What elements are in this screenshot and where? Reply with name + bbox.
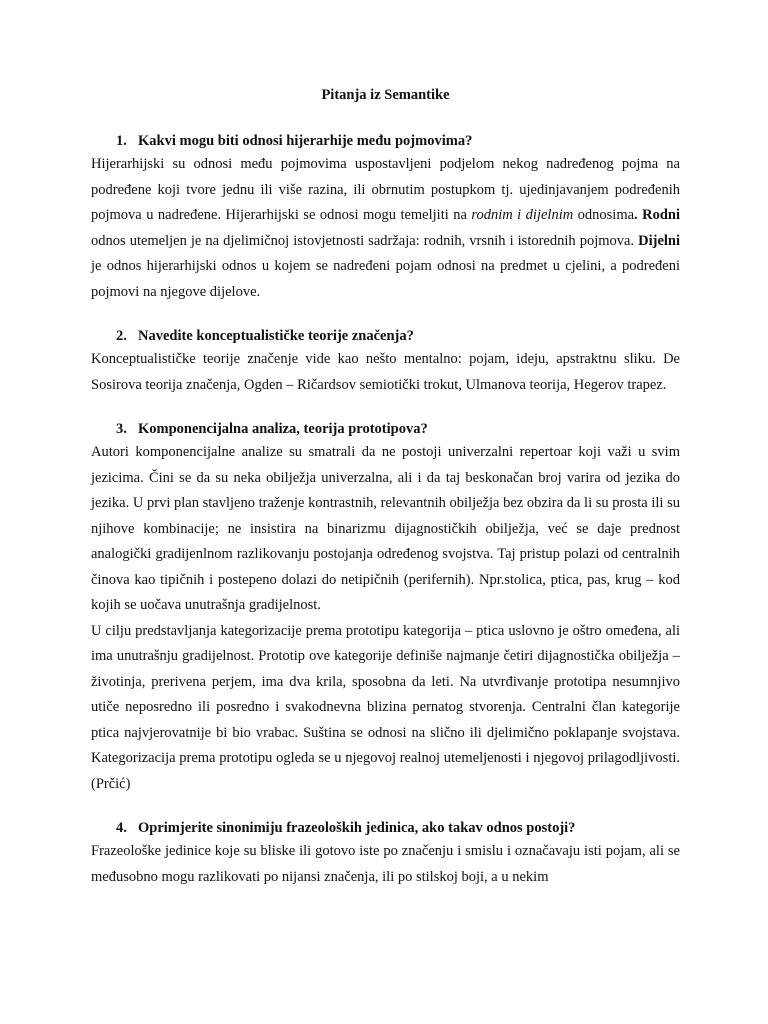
- answer-text: je odnos hijerarhijski odnos u kojem se nadređeni pojam odnosi na predmet u cjelini, a podređeni pojmovi na njegove dijelove.: [91, 258, 680, 300]
- section-gap: [91, 398, 680, 418]
- question-text: Navedite konceptualističke teorije značenja?: [138, 328, 414, 344]
- answer-bold-text: .: [634, 207, 643, 223]
- answer-bold-text: Rodni: [642, 207, 681, 223]
- answer-text: odnosima: [573, 207, 635, 223]
- answer-3-paragraph-2: U cilju predstavljanja kategorizacije prema prototipu kategorija – ptica uslovno je oštro omeđena, ali ima unutrašnju gradijelnost. Prototip ove kategorije definiše najmanje četiri dijagnostička obilježja – životinja, prerivena perjem, ima dva krila, sposobna da leti. Na utvrđivanje prototipa nesumnjivo utiče neposredno ili posredno i svakodnevna blizina pernatog stvorenja. Centralni član kategorije ptica najvjerovatnije bi bio vrabac. Suština se odnosi na slično ili djelimično poklapanje svojstava. Kategorizacija prema prototipu ogleda se u njegovoj realnoj utemeljenosti i njegovoj prilagodljivosti. (Prčić): [91, 622, 680, 792]
- question-3: [91, 418, 680, 440]
- answer-text: Hijerarhijski su odnosi među pojmovima uspostavljeni podjelom nekog nadređenog pojma na podređene koji tvore jednu ili više razina, ili obrnutim postupkom tj. ujedinjavanjem podređenih pojmova u nadređene. Hijerarhijski se odnosi mogu temeljiti na: [91, 156, 680, 223]
- question-number: 2.: [116, 328, 127, 344]
- answer-text: odnos utemeljen je na djelimičnoj istovjetnosti sadržaja: rodnih, vrsnih i istorednih pojmova.: [91, 232, 639, 249]
- question-4: [91, 817, 680, 839]
- answer-3-paragraph-1: Autori komponencijalne analize su smatrali da ne postoji univerzalni repertoar koji važi u svim jezicima. Čini se da su neka obilježja univerzalna, ali i da taj beskonačan broj varira od jezika do jezika. U prvi plan stavljeno traženje kontrastnih, relevantnih obilježja bez obzira da li su prosta ili su njihove kombinacije; ne insistira na binarizmu dijagnostičkih obilježja, već se daje prednost analogički gradijenlnom razlikovanju postojanja određenog svojstva. Taj pristup polazi od centralnih činova kao tipičnih i postepeno dolazi do netipičnih (perifernih). Npr.stolica, ptica, pas, krug – kod kojih se uočava unutrašnja gradijelnost.: [91, 444, 680, 613]
- question-text: Komponencijalna analiza, teorija prototipova?: [138, 421, 428, 437]
- section-3: [91, 418, 680, 797]
- section-4: [91, 817, 680, 890]
- answer-italic-text: rodnim i dijelnim: [471, 207, 574, 223]
- question-1: [91, 130, 680, 152]
- section-gap: [91, 305, 680, 325]
- section-1: [91, 130, 680, 305]
- question-2: [91, 325, 680, 347]
- answer-1-paragraph: [91, 152, 680, 305]
- answer-4-paragraph: Frazeološke jedinice koje su bliske ili gotovo iste po značenju i smislu i označavaju isti pojam, ali se međusobno mogu razlikovati po nijansi značenja, ili po stilskoj boji, a u nekim: [91, 843, 680, 885]
- section-gap: [91, 797, 680, 817]
- question-text: Kakvi mogu biti odnosi hijerarhije među pojmovima?: [138, 133, 473, 149]
- question-number: 1.: [116, 133, 127, 149]
- document-title: Pitanja iz Semantike: [321, 87, 450, 103]
- section-2: [91, 325, 680, 398]
- answer-bold-text: Dijelni: [638, 232, 680, 249]
- answer-2-paragraph: Konceptualističke teorije značenje vide kao nešto mentalno: pojam, ideju, apstraktnu sliku. De Sosirova teorija značenja, Ogden – Ričardsov semiotički trokut, Ulmanova teorija, Hegerov trapez.: [91, 351, 680, 393]
- question-number: 3.: [116, 421, 127, 437]
- question-text: Oprimjerite sinonimiju frazeoloških jedinica, ako takav odnos postoji?: [138, 820, 576, 836]
- question-number: 4.: [116, 820, 127, 836]
